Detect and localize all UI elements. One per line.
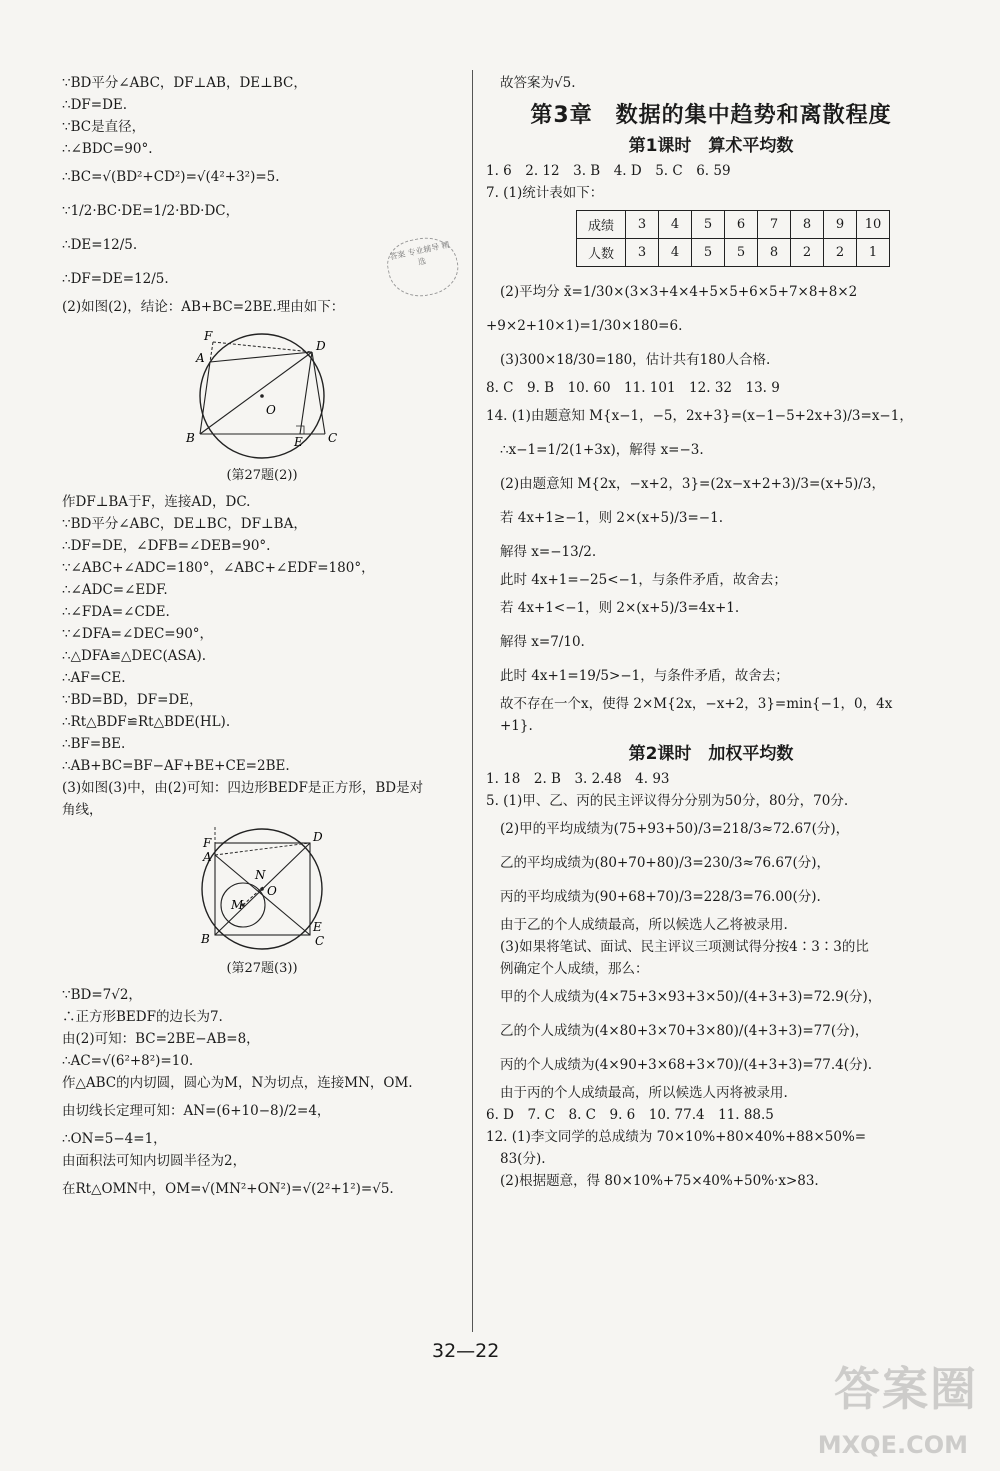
text-line: 作△ABC的内切圆，圆心为M，N为切点，连接MN，OM.	[62, 1075, 413, 1091]
table-header-cell: 人数	[577, 239, 626, 267]
text-line: 若 4x+1≥−1，则 2×(x+5)/3=−1.	[500, 510, 723, 526]
table-cell: 8	[791, 211, 824, 239]
text-line: ∵BD=7√2，	[62, 987, 142, 1003]
text-line: (2)如图(2)，结论：AB+BC=2BE.理由如下：	[62, 299, 345, 315]
text-line: ∴BF=BE.	[62, 736, 126, 752]
text-line: ∴BC=√(BD²+CD²)=√(4²+3²)=5.	[62, 169, 280, 185]
text-line: ∴ON=5−4=1，	[62, 1131, 167, 1147]
text-line: ∵∠ABC+∠ADC=180°，∠ABC+∠EDF=180°，	[62, 560, 375, 576]
chapter-title: 第3章 数据的集中趋势和离散程度	[530, 103, 892, 128]
table-cell: 5	[692, 211, 725, 239]
text-line: ∴DE=12/5.	[62, 237, 138, 253]
text-line: 乙的平均成绩为(80+70+80)/3=230/3≈76.67(分)，	[500, 855, 831, 871]
right-column	[486, 72, 936, 1192]
table-cell: 2	[824, 239, 857, 267]
text-line: ∴x−1=1/2(1+3x)，解得 x=−3.	[500, 442, 704, 458]
fig3-label: C	[315, 934, 325, 948]
score-table	[576, 210, 890, 267]
table-cell: 5	[692, 239, 725, 267]
text-line: ∴AB+BC=BF−AF+BE+CE=2BE.	[62, 758, 290, 774]
text-line: 解得 x=7/10.	[500, 634, 585, 650]
text-line: 由(2)可知：BC=2BE−AB=8，	[62, 1031, 260, 1047]
table-row	[577, 239, 890, 267]
fig2-label: F	[204, 329, 213, 343]
text-line: 在Rt△OMN中，OM=√(MN²+ON²)=√(2²+1²)=√5.	[62, 1181, 394, 1197]
text-line: ∵∠DFA=∠DEC=90°，	[62, 626, 214, 642]
table-cell: 3	[626, 239, 659, 267]
text-line: 14. (1)由题意知 M{x−1，−5，2x+3}=(x−1−5+2x+3)/3=x−1，	[486, 408, 913, 424]
text-line: 故答案为√5.	[500, 75, 576, 91]
fig2-label: A	[196, 351, 205, 365]
table-cell: 8	[758, 239, 791, 267]
text-line: 由面积法可知内切圆半径为2，	[62, 1153, 247, 1169]
fig2-label: D	[316, 339, 326, 353]
table-header-cell: 成绩	[577, 211, 626, 239]
text-line: 12. (1)李文同学的总成绩为 70×10%+80×40%+88×50%=	[486, 1129, 867, 1145]
fig3-label: D	[313, 830, 323, 844]
text-line: 6. D 7. C 8. C 9. 6 10. 77.4 11. 88.5	[486, 1107, 774, 1123]
text-line: 1. 18 2. B 3. 2.48 4. 93	[486, 771, 670, 787]
text-line: ∴DF=DE=12/5.	[62, 271, 169, 287]
text-line: 此时 4x+1=−25<−1，与条件矛盾，故舍去；	[500, 572, 787, 588]
text-line: +9×2+10×1)=1/30×180=6.	[486, 318, 683, 334]
stamp-mark: 答案 专业辅导 精选	[383, 231, 464, 302]
table-cell: 3	[626, 211, 659, 239]
fig3-label: B	[201, 932, 210, 946]
fig3-label: F	[203, 836, 212, 850]
text-line: 故不存在一个x，使得 2×M{2x，−x+2，3}=min{−1，0，4x	[500, 696, 893, 712]
text-line: ∴DF=DE.	[62, 97, 128, 113]
text-line: 丙的平均成绩为(90+68+70)/3=228/3=76.00(分).	[500, 889, 821, 905]
text-line: ∴AF=CE.	[62, 670, 126, 686]
text-line: 1. 6 2. 12 3. B 4. D 5. C 6. 59	[486, 163, 731, 179]
text-line: ∴∠ADC=∠EDF.	[62, 582, 168, 598]
page-number: 32—22	[432, 1340, 500, 1362]
fig2-label: B	[186, 431, 195, 445]
table-cell: 9	[824, 211, 857, 239]
text-line: 83(分).	[500, 1151, 546, 1167]
text-line: 由于丙的个人成绩最高，所以候选人丙将被录用.	[500, 1085, 788, 1101]
text-line: ∴Rt△BDF≌Rt△BDE(HL).	[62, 714, 231, 730]
text-line: 7. (1)统计表如下：	[486, 185, 604, 201]
text-line: 丙的个人成绩为(4×90+3×68+3×70)/(4+3+3)=77.4(分).	[500, 1057, 873, 1073]
table-cell: 6	[725, 211, 758, 239]
fig2-label: O	[266, 403, 276, 417]
fig2-label: E	[294, 435, 303, 449]
text-line: 作DF⊥BA于F，连接AD，DC.	[62, 494, 251, 510]
table-row	[577, 211, 890, 239]
text-line: 乙的个人成绩为(4×80+3×70+3×80)/(4+3+3)=77(分)，	[500, 1023, 869, 1039]
table-cell: 5	[725, 239, 758, 267]
watermark-url: MXQE.COM	[817, 1431, 968, 1459]
figure-27-2	[182, 322, 342, 462]
text-line: ∴AC=√(6²+8²)=10.	[62, 1053, 194, 1069]
fig3-label: A	[203, 850, 212, 864]
table-cell: 4	[659, 239, 692, 267]
text-line: ∵1/2·BC·DE=1/2·BD·DC，	[62, 203, 240, 219]
text-line: 甲的个人成绩为(4×75+3×93+3×50)/(4+3+3)=72.9(分)，	[500, 989, 882, 1005]
text-line: ∴DF=DE，∠DFB=∠DEB=90°.	[62, 538, 271, 554]
text-line: (3)如图(3)中，由(2)可知：四边形BEDF是正方形，BD是对	[62, 780, 424, 796]
text-line: ∴∠BDC=90°.	[62, 141, 153, 157]
text-line: ∵BD=BD，DF=DE，	[62, 692, 203, 708]
text-line: (3)如果将笔试、面试、民主评议三项测试得分按4∶3∶3的比	[500, 939, 869, 955]
figure-caption: (第27题(2))	[226, 468, 298, 483]
text-line: (2)根据题意，得 80×10%+75×40%+50%·x>83.	[500, 1173, 819, 1189]
text-line: 若 4x+1<−1，则 2×(x+5)/3=4x+1.	[500, 600, 740, 616]
text-line: 角线，	[62, 802, 103, 818]
figure-27-3	[187, 825, 337, 955]
text-line: 8. C 9. B 10. 60 11. 101 12. 32 13. 9	[486, 380, 780, 396]
watermark-logo: 答案圈	[834, 1362, 978, 1416]
text-line: ∴△DFA≌△DEC(ASA).	[62, 648, 207, 664]
table-cell: 2	[791, 239, 824, 267]
text-line: 5. (1)甲、乙、丙的民主评议得分分别为50分，80分，70分.	[486, 793, 849, 809]
fig3-label: O	[267, 884, 277, 898]
fig3-label: M	[231, 898, 244, 912]
fig3-label: N	[255, 868, 266, 882]
text-line: +1}.	[500, 718, 533, 734]
text-line: 解得 x=−13/2.	[500, 544, 597, 560]
table-cell: 4	[659, 211, 692, 239]
fig3-label: E	[313, 920, 322, 934]
text-line: (2)由题意知 M{2x，−x+2，3}=(2x−x+2+3)/3=(x+5)/3，	[500, 476, 885, 492]
table-cell: 10	[857, 211, 890, 239]
text-line: (3)300×18/30=180，估计共有180人合格.	[500, 352, 771, 368]
text-line: ∵BD平分∠ABC，DF⊥AB，DE⊥BC，	[62, 75, 307, 91]
text-line: (2)平均分 x̄=1/30×(3×3+4×4+5×5+6×5+7×8+8×2	[500, 284, 858, 300]
figure-caption: (第27题(3))	[226, 961, 298, 976]
text-line: 由于乙的个人成绩最高，所以候选人乙将被录用.	[500, 917, 788, 933]
column-divider	[472, 70, 473, 1332]
text-line: ∴∠FDA=∠CDE.	[62, 604, 170, 620]
text-line: ∴正方形BEDF的边长为7.	[62, 1009, 223, 1025]
text-line: 此时 4x+1=19/5>−1，与条件矛盾，故舍去；	[500, 668, 789, 684]
fig2-label: C	[328, 431, 338, 445]
text-line: 例确定个人成绩，那么：	[500, 961, 649, 977]
table-cell: 1	[857, 239, 890, 267]
text-line: 由切线长定理可知：AN=(6+10−8)/2=4，	[62, 1103, 331, 1119]
table-cell: 7	[758, 211, 791, 239]
text-line: ∵BD平分∠ABC，DE⊥BC，DF⊥BA，	[62, 516, 307, 532]
text-line: ∵BC是直径，	[62, 119, 146, 135]
lesson-title: 第1课时 算术平均数	[628, 136, 794, 156]
text-line: (2)甲的平均成绩为(75+93+50)/3=218/3≈72.67(分)，	[500, 821, 850, 837]
lesson-title: 第2课时 加权平均数	[628, 744, 794, 764]
